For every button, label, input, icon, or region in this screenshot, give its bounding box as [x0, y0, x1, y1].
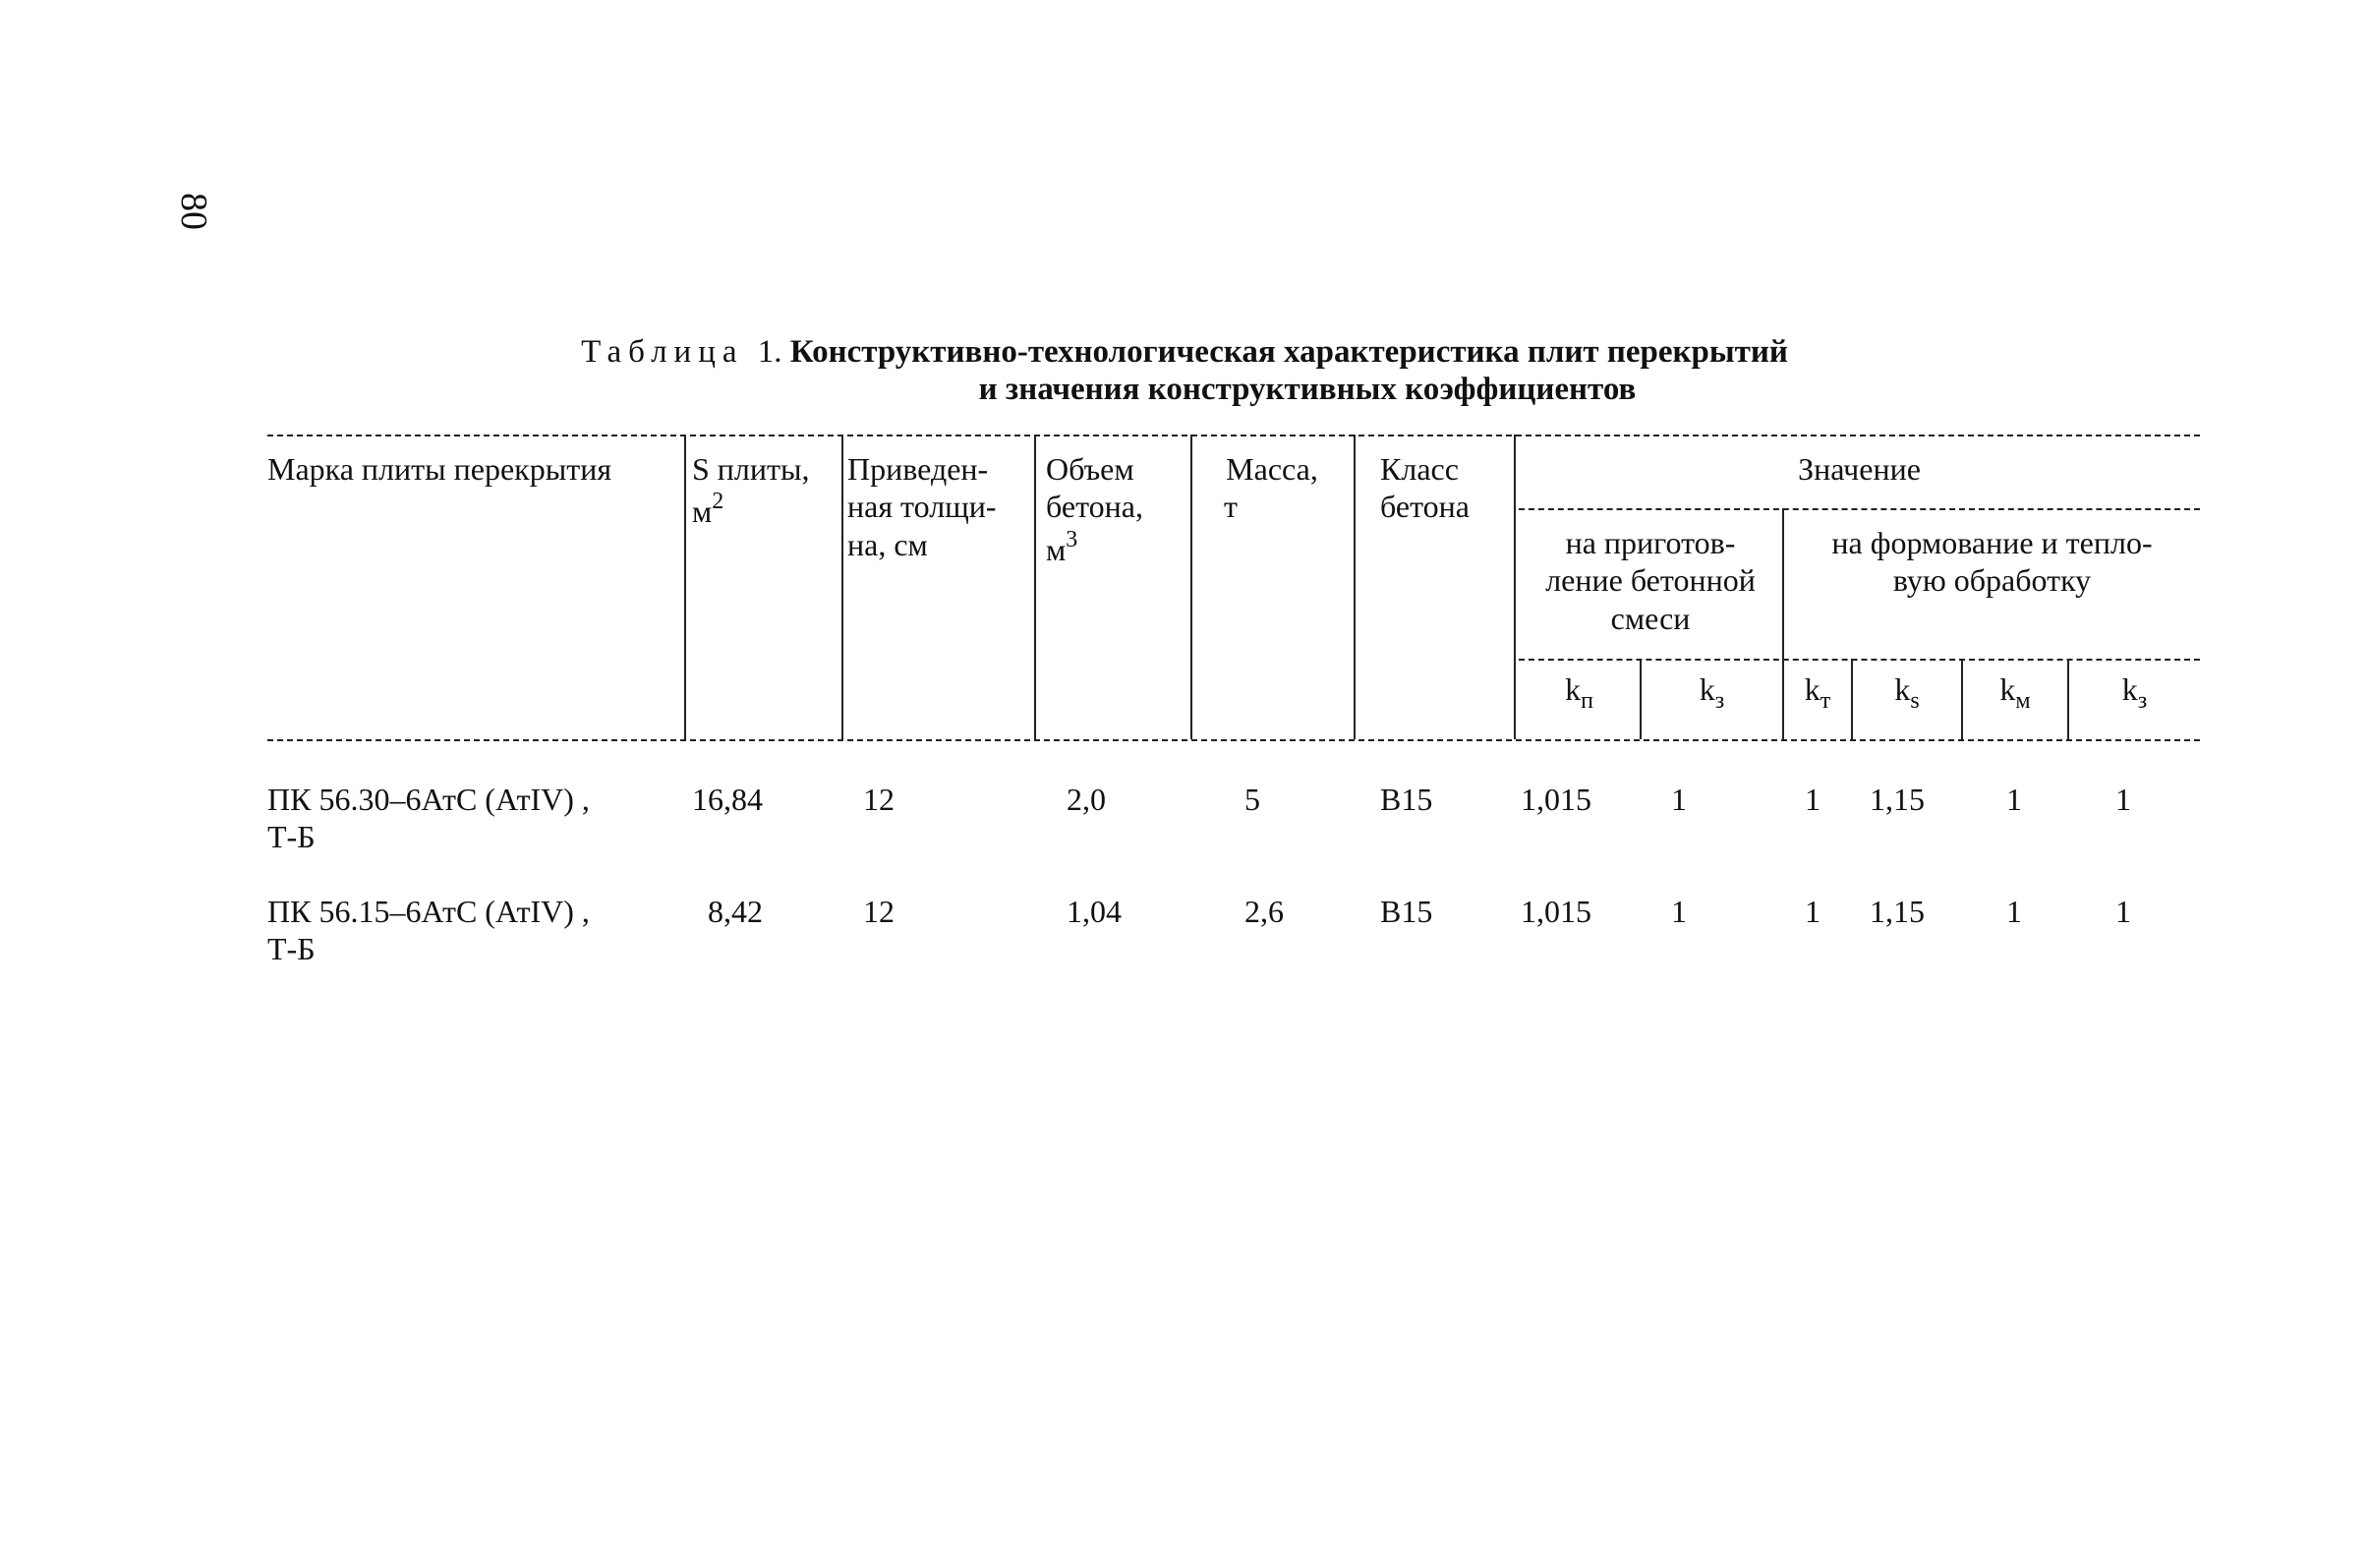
row-volume: 1,04 — [1067, 894, 1122, 929]
col-divider — [684, 435, 686, 739]
col-divider — [1514, 435, 1516, 739]
row-kp: 1,015 — [1521, 782, 1591, 817]
header-area — [692, 450, 810, 531]
caption-title-1: Конструктивно-технологическая характеристика плит перекрытий — [789, 334, 1788, 370]
col-divider — [1034, 435, 1036, 739]
col-divider — [841, 435, 843, 739]
row-mass: 5 — [1244, 782, 1260, 817]
row-kz2: 1 — [2115, 894, 2131, 929]
row-ks: 1,15 — [1870, 782, 1925, 817]
table-top-rule — [267, 435, 2200, 436]
header-kp: $k_п$ — [1565, 671, 1593, 714]
row-km: 1 — [2006, 894, 2022, 929]
header-bottom-rule — [267, 739, 2200, 741]
header-kt: $k_т$ — [1804, 671, 1831, 714]
row-thickness: 12 — [863, 894, 895, 929]
caption-lead: Таблица — [581, 334, 744, 370]
row-kt: 1 — [1805, 894, 1820, 929]
coef-header-rule — [1519, 659, 2200, 661]
row-kz2: 1 — [2115, 782, 2131, 817]
row-thickness: 12 — [863, 782, 895, 817]
row-kz: 1 — [1671, 782, 1687, 817]
row-class: B15 — [1380, 894, 1433, 929]
header-value-group: Значение — [1798, 451, 1921, 487]
row-mass: 2,6 — [1244, 894, 1284, 929]
caption-number: 1. — [757, 334, 782, 370]
header-km: $k_м$ — [1999, 671, 2031, 714]
header-kz: $k_з$ — [1699, 671, 1725, 714]
table-caption — [0, 334, 2369, 409]
header-mark: Марка плиты перекрытия — [267, 451, 612, 487]
row-kp: 1,015 — [1521, 894, 1591, 929]
header-area-unit: $м^2$ — [692, 489, 724, 530]
page-number: 80 — [173, 193, 214, 230]
header-mass: Масса, т — [1224, 451, 1318, 525]
header-thickness: Приведен- ная толщи- на, см — [847, 451, 997, 562]
header-kz2: $k_з$ — [2121, 671, 2148, 714]
row-ks: 1,15 — [1870, 894, 1925, 929]
row-kt: 1 — [1805, 782, 1820, 817]
header-ks: $k_s$ — [1894, 671, 1920, 714]
row-kz: 1 — [1671, 894, 1687, 929]
caption-title-2: и значения конструктивных коэффициентов — [978, 371, 1637, 407]
header-volume: Объем бетона, $м^3$ — [1046, 451, 1143, 567]
header-area-label: S плиты, — [692, 451, 810, 487]
row-area: 16,84 — [692, 782, 763, 817]
header-volume-unit: $м^3$ — [1046, 526, 1078, 567]
row-km: 1 — [2006, 782, 2022, 817]
header-prep-group: на приготов- ление бетонной смеси — [1545, 525, 1756, 636]
col-divider — [1354, 435, 1356, 739]
row-volume: 2,0 — [1067, 782, 1106, 817]
header-form-group: на формование и тепло- вую обработку — [1831, 525, 2153, 599]
row-class: B15 — [1380, 782, 1433, 817]
header-class: Класс бетона — [1380, 451, 1470, 525]
row-mark: ПК 56.15–6АтС (АтIV) , Т-Б — [267, 894, 590, 967]
row-area: 8,42 — [708, 894, 763, 929]
value-group-rule — [1519, 508, 2200, 510]
row-mark: ПК 56.30–6АтС (АтIV) , Т-Б — [267, 782, 590, 855]
caption-line-1 — [0, 334, 2369, 372]
